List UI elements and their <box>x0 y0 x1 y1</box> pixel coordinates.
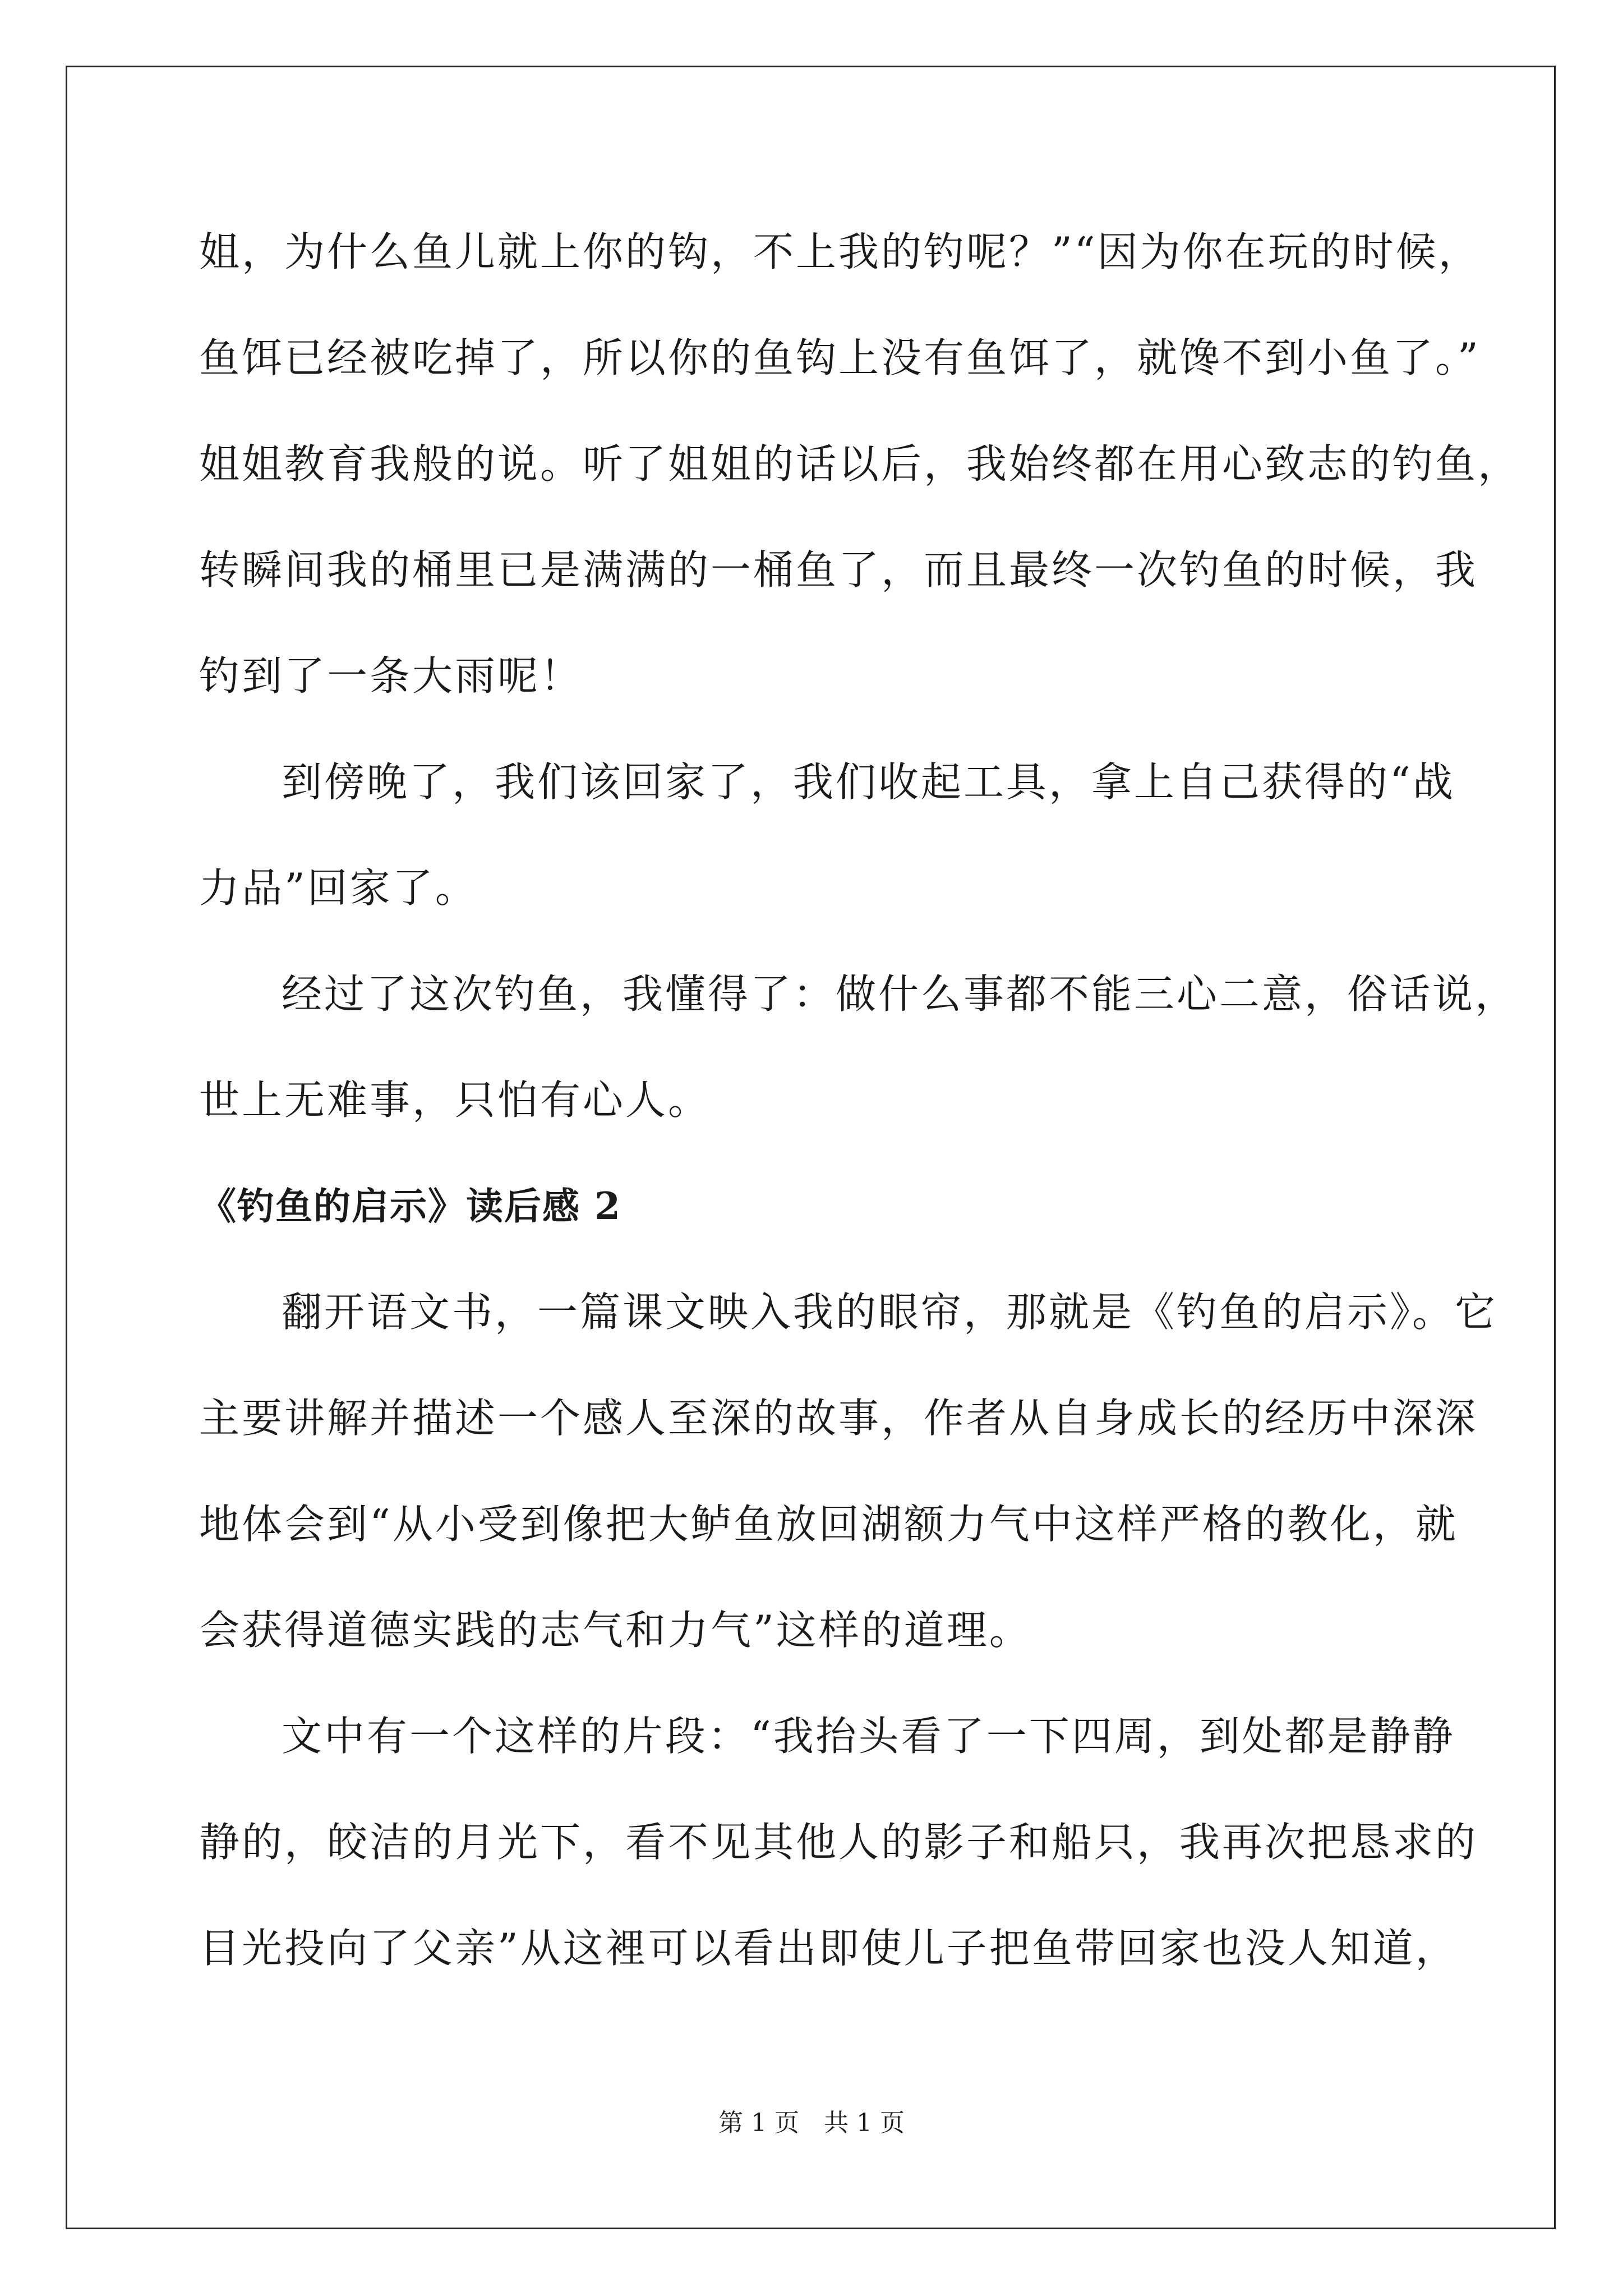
section-heading: 《钓鱼的启示》读后感 2 <box>199 1184 621 1228</box>
text-line: 会获得道德实践的志气和力气”这样的道理。 <box>199 1607 1032 1654</box>
text-line: 静的，皎洁的月光下，看不见其他人的影子和船只，我再次把恳求的 <box>199 1819 1478 1866</box>
text-line: 姐，为什么鱼儿就上你的钩，不上我的钓呢？”“因为你在玩的时候， <box>199 228 1481 275</box>
text-line: 钓到了一条大雨呢！ <box>199 652 583 700</box>
text-line: 目光投向了父亲”从这裡可以看出即使儿子把鱼带回家也没人知道， <box>199 1925 1458 1972</box>
text-line: 经过了这次钓鱼，我懂得了：做什么事都不能三心二意，俗话说， <box>282 970 1518 1018</box>
text-line: 世上无难事，只怕有心人。 <box>199 1076 711 1124</box>
paragraph-1 <box>199 199 1521 729</box>
document-body <box>199 199 1521 2001</box>
text-line: 翻开语文书，一篇课文映入我的眼帘，那就是《钓鱼的启示》。它 <box>282 1289 1498 1336</box>
page-footer: 第 1 页 共 1 页 <box>718 2109 905 2137</box>
text-line: 鱼饵已经被吃掉了，所以你的鱼钩上没有鱼饵了，就馋不到小鱼了。” <box>199 334 1481 381</box>
paragraph-3 <box>199 941 1518 1153</box>
text-line: 姐姐教育我般的说。听了姐姐的话以后，我始终都在用心致志的钓鱼， <box>199 440 1521 487</box>
paragraph-2 <box>199 729 1455 941</box>
text-line: 文中有一个这样的片段：“我抬头看了一下四周，到处都是静静 <box>282 1713 1455 1760</box>
text-line: 地体会到“从小受到像把大鲈鱼放回湖额力气中这样严格的教化，就 <box>199 1501 1458 1548</box>
paragraph-4 <box>199 1259 1498 1683</box>
text-line: 力品”回家了。 <box>199 864 478 912</box>
paragraph-5 <box>199 1683 1478 2001</box>
text-line: 转瞬间我的桶里已是满满的一桶鱼了，而且最终一次钓鱼的时候，我 <box>199 546 1478 593</box>
text-line: 到傍晚了，我们该回家了，我们收起工具，拿上自己获得的“战 <box>282 758 1455 806</box>
text-line: 主要讲解并描述一个感人至深的故事，作者从自身成长的经历中深深 <box>199 1395 1478 1442</box>
